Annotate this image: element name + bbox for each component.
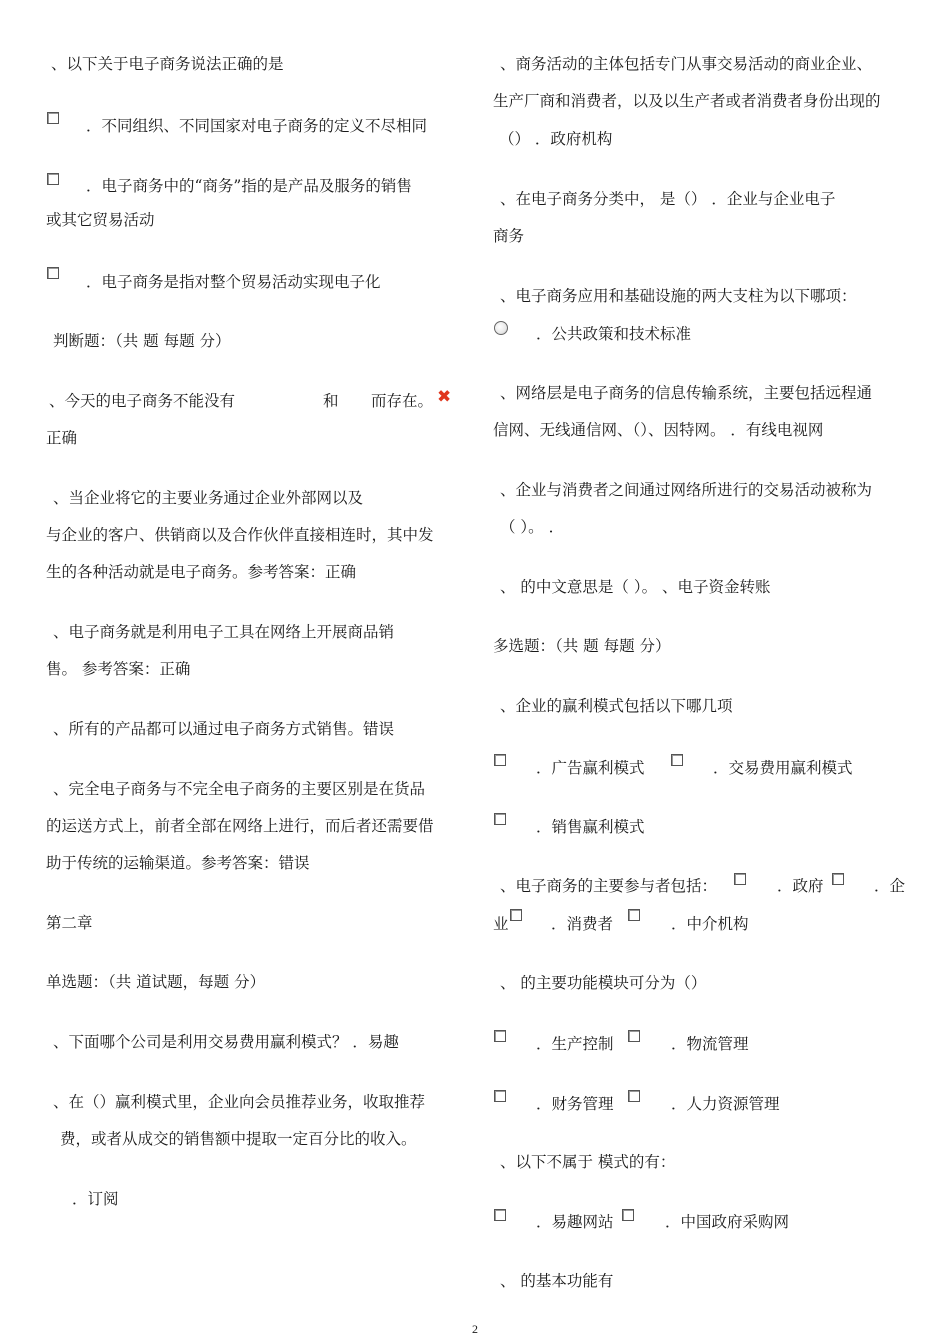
checkbox-icon[interactable] bbox=[622, 1209, 634, 1221]
option-text: ．企 bbox=[874, 877, 906, 895]
question-text: 生的各种活动就是电子商务。参考答案：正确 bbox=[46, 563, 357, 581]
section-heading: 单选题：（共 道试题，每题 分） bbox=[46, 973, 266, 991]
checkbox-icon[interactable] bbox=[628, 1030, 640, 1042]
question-text: 费，或者从成交的销售额中提取一定百分比的收入。 bbox=[60, 1130, 417, 1148]
option-text: ．公共政策和技术标准 bbox=[536, 325, 692, 343]
checkbox-icon[interactable] bbox=[494, 1209, 506, 1221]
question-text: 助于传统的运输渠道。参考答案：错误 bbox=[46, 854, 310, 872]
question-text: 而存在。 bbox=[371, 392, 434, 410]
radio-icon[interactable] bbox=[494, 321, 508, 335]
question-text: 、企业与消费者之间通过网络所进行的交易活动被称为 bbox=[500, 481, 873, 499]
checkbox-icon[interactable] bbox=[47, 112, 59, 124]
question-text: 信网、无线通信网、（）、因特网。 ．有线电视网 bbox=[493, 421, 824, 439]
question-text: 售。 参考答案：正确 bbox=[46, 660, 191, 678]
checkbox-icon[interactable] bbox=[734, 873, 746, 885]
option-text: ．交易费用赢利模式 bbox=[713, 759, 853, 777]
checkbox-icon[interactable] bbox=[510, 909, 522, 921]
option-text: ．订阅 bbox=[72, 1190, 119, 1208]
red-x-icon: ✖ bbox=[437, 387, 452, 407]
checkbox-icon[interactable] bbox=[832, 873, 844, 885]
option-text: ．物流管理 bbox=[671, 1035, 749, 1053]
question-text: 的运送方式上，前者全部在网络上进行，而后者还需要借 bbox=[46, 817, 434, 835]
question-text: 、商务活动的主体包括专门从事交易活动的商业企业、 bbox=[500, 55, 873, 73]
answer-text: 正确 bbox=[46, 429, 78, 447]
page-number: 2 bbox=[472, 1322, 478, 1336]
checkbox-icon[interactable] bbox=[47, 173, 59, 185]
question-text: 、电子商务应用和基础设施的两大支柱为以下哪项： bbox=[500, 287, 857, 305]
question-text: 、完全电子商务与不完全电子商务的主要区别是在货品 bbox=[53, 780, 426, 798]
checkbox-icon[interactable] bbox=[494, 813, 506, 825]
option-text: ．电子商务中的“商务”指的是产品及服务的销售 bbox=[86, 177, 412, 195]
option-text: ．人力资源管理 bbox=[671, 1095, 780, 1113]
question-text: 、网络层是电子商务的信息传输系统，主要包括远程通 bbox=[500, 384, 873, 402]
option-text: 业 bbox=[493, 915, 509, 933]
question-text: 和 bbox=[323, 392, 339, 410]
checkbox-icon[interactable] bbox=[494, 1030, 506, 1042]
option-text: ．销售赢利模式 bbox=[536, 818, 645, 836]
option-text: ．广告赢利模式 bbox=[536, 759, 645, 777]
checkbox-icon[interactable] bbox=[628, 1090, 640, 1102]
question-text: 、电子商务的主要参与者包括： bbox=[500, 877, 718, 895]
option-text: ．中国政府采购网 bbox=[665, 1213, 790, 1231]
checkbox-icon[interactable] bbox=[628, 909, 640, 921]
option-text: ．财务管理 bbox=[536, 1095, 614, 1113]
question-text: 、以下不属于 模式的有： bbox=[500, 1153, 676, 1171]
chapter-heading: 第二章 bbox=[46, 914, 93, 932]
question-text: 、所有的产品都可以通过电子商务方式销售。错误 bbox=[53, 720, 395, 738]
question-text: 、下面哪个公司是利用交易费用赢利模式？ ．易趣 bbox=[53, 1033, 399, 1051]
option-text: ．不同组织、不同国家对电子商务的定义不尽相同 bbox=[86, 117, 428, 135]
question-text: 商务 bbox=[493, 227, 525, 245]
question-text: 、 的基本功能有 bbox=[500, 1272, 614, 1290]
section-heading: 判断题：（共 题 每题 分） bbox=[53, 332, 231, 350]
section-heading: 多选题：（共 题 每题 分） bbox=[493, 637, 671, 655]
question-text: 生产厂商和消费者，以及以生产者或者消费者身份出现的 bbox=[493, 92, 881, 110]
checkbox-icon[interactable] bbox=[47, 267, 59, 279]
option-text: ．政府 bbox=[777, 877, 824, 895]
question-text: （ ）。 ． bbox=[500, 518, 565, 536]
checkbox-icon[interactable] bbox=[494, 1090, 506, 1102]
option-text: 或其它贸易活动 bbox=[46, 211, 155, 229]
question-text: 、电子商务就是利用电子工具在网络上开展商品销 bbox=[53, 623, 395, 641]
option-text: ．中介机构 bbox=[671, 915, 749, 933]
option-text: ．电子商务是指对整个贸易活动实现电子化 bbox=[86, 273, 381, 291]
checkbox-icon[interactable] bbox=[494, 754, 506, 766]
question-text: 、 的主要功能模块可分为（） bbox=[500, 974, 707, 992]
option-text: ．易趣网站 bbox=[536, 1213, 614, 1231]
question-text: 、在（）赢利模式里，企业向会员推荐业务，收取推荐 bbox=[53, 1093, 426, 1111]
question-text: 、在电子商务分类中， 是（） ．企业与企业电子 bbox=[500, 190, 836, 208]
checkbox-icon[interactable] bbox=[671, 754, 683, 766]
question-text: （） ．政府机构 bbox=[499, 130, 613, 148]
option-text: ．消费者 bbox=[551, 915, 614, 933]
option-text: ．生产控制 bbox=[536, 1035, 614, 1053]
question-text: 、以下关于电子商务说法正确的是 bbox=[51, 55, 284, 73]
question-text: 与企业的客户、供销商以及合作伙伴直接相连时，其中发 bbox=[46, 526, 434, 544]
question-text: 、今天的电子商务不能没有 bbox=[49, 392, 236, 410]
question-text: 、 的中文意思是（ ）。 、电子资金转账 bbox=[500, 578, 771, 596]
question-text: 、企业的赢利模式包括以下哪几项 bbox=[500, 697, 733, 715]
question-text: 、当企业将它的主要业务通过企业外部网以及 bbox=[53, 489, 364, 507]
